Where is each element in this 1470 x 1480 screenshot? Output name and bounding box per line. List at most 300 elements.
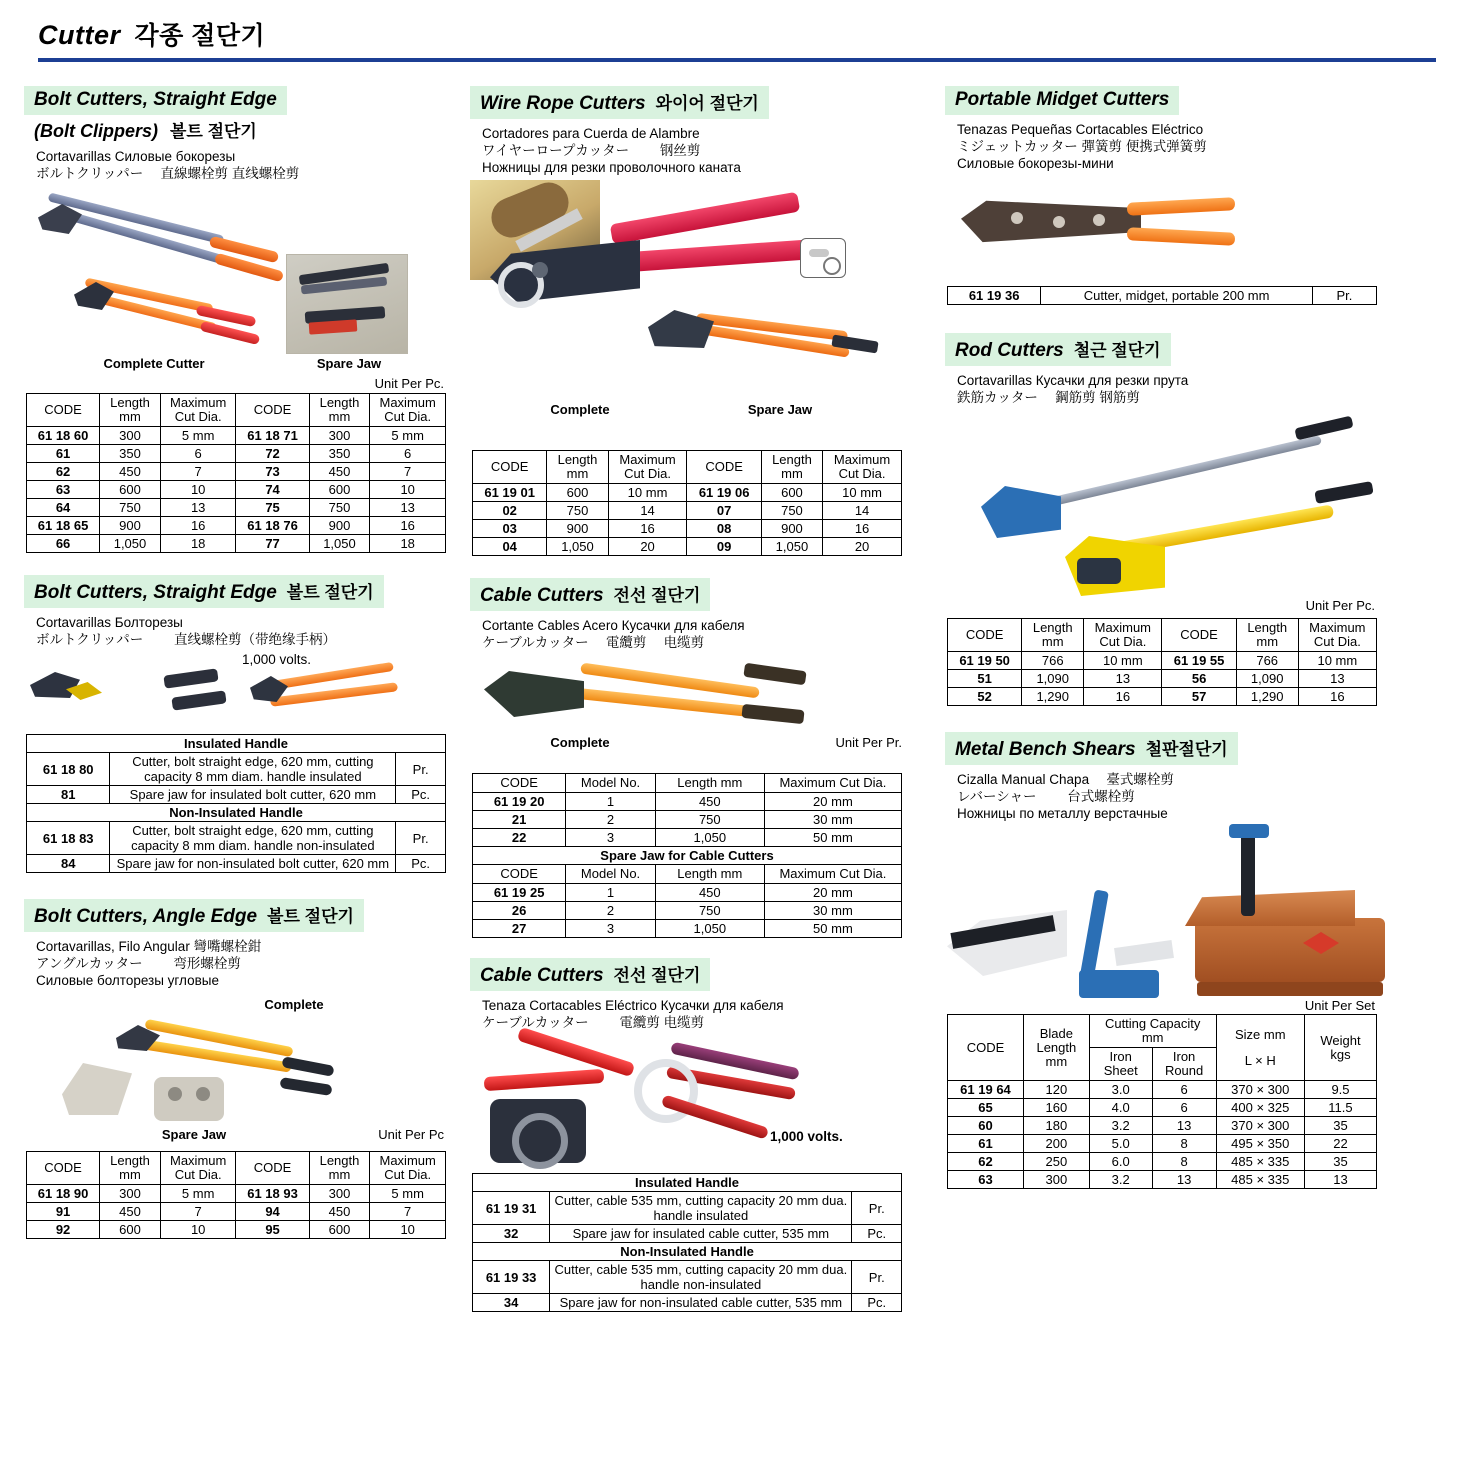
cell-cut: 18 [370,535,446,553]
table-row [27,499,446,517]
cell-length: 750 [547,502,608,520]
table-row [948,1153,1377,1171]
cell-code: 81 [27,786,110,804]
cell-code: 26 [473,902,566,920]
tool-head [484,671,584,717]
table-header-row [27,394,446,427]
unit-per-pc-bolt-angle: Unit Per Pc [378,1127,444,1142]
table-row [27,753,446,786]
cell-description: Spare jaw for insulated bolt cutter, 620 mm [110,786,396,804]
cell-code: 94 [236,1203,309,1221]
lang-line: Силовые бокорезы-мини [957,156,1114,171]
cell-length: 900 [309,517,370,535]
cell-code: 60 [948,1117,1024,1135]
th-code: CODE [473,774,566,793]
column-left [24,86,454,1239]
cell-code: 77 [236,535,309,553]
table-row [27,517,446,535]
group-insulated: Insulated Handle [473,1174,902,1192]
cell-code: 61 [948,1135,1024,1153]
cell-cut: 10 mm [1084,652,1162,670]
cell-length: 750 [100,499,161,517]
lang-line: Cortavarillas Болторезы [36,615,183,630]
cell-code: 61 19 06 [687,484,761,502]
cell-code: 61 18 93 [236,1185,309,1203]
cell-code: 32 [473,1225,550,1243]
table-group-header [27,735,446,753]
cell-unit: Pr. [852,1261,902,1294]
cell-blade: 200 [1023,1135,1089,1153]
cell-cut: 10 [370,1221,446,1239]
section-wire-rope-cutters [470,86,920,556]
cell-code: 34 [473,1294,550,1312]
title-en: Bolt Cutters, Straight Edge [34,582,277,603]
cell-length: 900 [100,517,161,535]
cell-code: 95 [236,1221,309,1239]
section-langs-bolt-angle [36,938,454,989]
table-row [473,829,902,847]
th-maxcut: Maximum Cut Dia. [1298,619,1376,652]
cell-length: 1,050 [100,535,161,553]
th-code: CODE [236,394,309,427]
table-row [473,484,902,502]
tool-grip-end [279,1077,332,1096]
cell-cut: 20 [608,538,687,556]
bolt-straight-sub-en: (Bolt Clippers) [34,121,158,141]
table-row [473,1192,902,1225]
bolt-cutter-illustration [24,186,454,376]
cell-code: 61 18 80 [27,753,110,786]
cell-unit: Pc. [852,1294,902,1312]
cell-description: Cutter, bolt straight edge, 620 mm, cutting capacity 8 mm diam. handle insulated [110,753,396,786]
cell-length: 300 [100,1185,161,1203]
cell-length: 450 [655,884,764,902]
title-en: Wire Rope Cutters [480,93,646,114]
th-maxcut: Maximum Cut Dia. [823,451,902,484]
cell-code: 63 [948,1171,1024,1189]
section-portable-midget-cutters [945,86,1440,305]
cell-weight: 9.5 [1304,1081,1376,1099]
cell-code: 64 [27,499,100,517]
table-group-header [27,804,446,822]
group-insulated: Insulated Handle [27,735,446,753]
cell-weight: 22 [1304,1135,1376,1153]
cell-code: 84 [27,855,110,873]
cell-length: 1,090 [1022,670,1084,688]
cell-code: 65 [948,1099,1024,1117]
table-row [473,811,902,829]
cell-code: 21 [473,811,566,829]
tool-handle [1229,824,1269,838]
th-code: CODE [948,1015,1024,1081]
cell-size: 400 × 325 [1216,1099,1304,1117]
table-header-row [473,774,902,793]
table-midget [947,286,1377,305]
table-row [473,502,902,520]
cell-length: 600 [761,484,822,502]
cell-code: 75 [236,499,309,517]
lang-line: ケーブルカッター 電纜剪 电缆剪 [482,635,705,650]
th-model: Model No. [566,865,656,884]
table-header-row [473,865,902,884]
cell-cut: 13 [1084,670,1162,688]
cell-cut: 20 mm [764,793,901,811]
lang-line: ボルトクリッパー 直線螺栓剪 直线螺栓剪 [36,166,300,181]
page-title [38,16,1438,52]
cell-length: 1,050 [547,538,608,556]
section-langs-midget [957,121,1440,172]
title-kr: 전선 절단기 [613,586,701,605]
title-kr: 철판절단기 [1145,740,1228,759]
section-langs-cable-cutters [482,617,920,651]
table-row [27,535,446,553]
cell-unit: Pc. [396,786,446,804]
th-maxcut: Maximum Cut Dia. [764,865,901,884]
cell-description: Cutter, cable 535 mm, cutting capacity 20 mm dua. handle non-insulated [550,1261,852,1294]
th-length: Length mm [309,1152,370,1185]
cell-weight: 35 [1304,1153,1376,1171]
cell-cut: 10 [160,481,236,499]
cell-weight: 11.5 [1304,1099,1376,1117]
cell-description: Spare jaw for non-insulated bolt cutter, 620 mm [110,855,396,873]
lang-line: レバーシャー 台式螺栓剪 [957,789,1135,804]
cell-blade: 120 [1023,1081,1089,1099]
title-en: Rod Cutters [955,340,1064,361]
cell-code: 08 [687,520,761,538]
handle-sleeve [163,668,218,688]
section-title-bolt-straight-ins [24,575,384,608]
table-cable-cutters-insulated [472,1173,902,1312]
cell-unit: Pr. [396,822,446,855]
cell-cut: 5 mm [160,1185,236,1203]
lang-line: Cizalla Manual Chapa 臺式螺栓剪 [957,772,1174,787]
tool-lever [1079,889,1109,982]
tool-body [1195,918,1385,982]
section-title-bolt-straight: Bolt Cutters, Straight Edge [24,86,287,115]
th-cutting-capacity: Cutting Capacity mm [1089,1015,1216,1048]
caption-complete: Complete [264,997,324,1012]
group-non-insulated: Non-Insulated Handle [27,804,446,822]
cell-size: 370 × 300 [1216,1117,1304,1135]
cell-length: 600 [309,481,370,499]
cell-iron-round: 6 [1152,1099,1216,1117]
table-row [473,793,902,811]
table-row [948,1099,1377,1117]
table-row [27,463,446,481]
bench-shears-illustration [945,824,1440,1014]
cell-length: 1,290 [1022,688,1084,706]
cell-length: 750 [761,502,822,520]
table-row [473,902,902,920]
th-maxcut: Maximum Cut Dia. [764,774,901,793]
cell-size: 495 × 350 [1216,1135,1304,1153]
cell-cut: 10 mm [823,484,902,502]
cell-cut: 7 [370,463,446,481]
title-kr: 볼트 절단기 [267,907,354,926]
table-row [27,427,446,445]
tool-blade [1114,940,1174,966]
cell-code: 22 [473,829,566,847]
cell-code: 61 19 36 [948,287,1041,305]
table-group-header [473,1174,902,1192]
cell-length: 766 [1022,652,1084,670]
cell-cut: 30 mm [764,902,901,920]
section-langs-bench-shears [957,771,1440,822]
cell-code: 92 [27,1221,100,1239]
caption-complete: Complete [550,402,610,417]
section-langs-bolt-straight [36,148,454,182]
cell-size: 370 × 300 [1216,1081,1304,1099]
cell-iron-round: 6 [1152,1081,1216,1099]
table-row [473,920,902,938]
tool-head [981,486,1061,538]
cell-length: 600 [309,1221,370,1239]
spare-jaw-photo [286,254,408,354]
table-header-row [473,451,902,484]
bolt-straight-sub-kr: 볼트 절단기 [170,122,257,141]
cell-unit: Pc. [852,1225,902,1243]
th-iron-sheet: Iron Sheet [1089,1048,1152,1081]
table-row [27,1185,446,1203]
cell-code: 27 [473,920,566,938]
cell-length: 300 [100,427,161,445]
th-code: CODE [1162,619,1236,652]
cell-iron-sheet: 3.2 [1089,1117,1152,1135]
cell-description: Cutter, bolt straight edge, 620 mm, cutting capacity 8 mm diam. handle non-insulated [110,822,396,855]
cell-code: 91 [27,1203,100,1221]
table-cable-cutters [472,773,902,938]
cell-length: 350 [100,445,161,463]
cell-length: 750 [655,811,764,829]
table-row [473,884,902,902]
table-row [948,1135,1377,1153]
cell-cut: 10 mm [1298,652,1376,670]
cable-cutter-illustration [470,653,920,773]
lang-line: Ножницы для резки проволочного каната [482,160,741,175]
cell-cut: 13 [370,499,446,517]
tool-grip [1018,435,1322,514]
cell-cut: 13 [160,499,236,517]
table-header-row [27,1152,446,1185]
lang-line: ボルトクリッパー 直线螺栓剪（带绝缘手柄） [36,632,336,647]
lang-line: ミジェットカッター 彈簧剪 便携式弹簧剪 [957,139,1207,154]
tool-grip [517,1027,635,1077]
lang-line: Cortante Cables Acero Кусачки для кабеля [482,618,745,633]
tool-grip-end [1314,481,1373,504]
table-row [27,822,446,855]
cell-weight: 13 [1304,1171,1376,1189]
lang-line: Cortavarillas, Filo Angular 彎嘴螺栓鉗 [36,939,262,954]
cell-cut: 16 [160,517,236,535]
th-size: Size mm L × H [1216,1015,1304,1081]
th-length: Length mm [761,451,822,484]
cell-model: 3 [566,920,656,938]
lang-line: Tenaza Cortacables Eléctrico Кусачки для кабеля [482,998,784,1013]
tool-body [961,198,1141,244]
th-model: Model No. [566,774,656,793]
cell-code: 51 [948,670,1022,688]
page-title-en: Cutter [38,20,121,50]
cell-blade: 180 [1023,1117,1089,1135]
cell-length: 300 [309,1185,370,1203]
cell-length: 600 [100,1221,161,1239]
lang-line: アングルカッター 弯形螺栓剪 [36,956,241,971]
cell-cut: 20 [823,538,902,556]
tool-rivet [532,262,548,278]
title-en: Metal Bench Shears [955,739,1136,760]
cell-cut: 50 mm [764,829,901,847]
cell-code: 72 [236,445,309,463]
cell-length: 750 [309,499,370,517]
lang-line: Cortavarillas Кусачки для резки прута [957,373,1189,388]
info-icon [800,238,846,278]
page-title-kr: 각종 절단기 [134,22,266,50]
cell-code: 73 [236,463,309,481]
cell-code: 56 [1162,670,1236,688]
th-maxcut: Maximum Cut Dia. [1084,619,1162,652]
section-title-bench-shears [945,732,1238,765]
cell-model: 2 [566,902,656,920]
cell-code: 07 [687,502,761,520]
tool-base [1079,970,1159,998]
caption-complete-cutter: Complete Cutter [103,356,205,371]
section-langs-cable-cutters-2 [482,997,920,1031]
cell-cut: 13 [1298,670,1376,688]
table-row [27,445,446,463]
unit-per-pc-bolt-straight: Unit Per Pc. [374,376,444,391]
cell-cut: 10 [370,481,446,499]
cell-cut: 18 [160,535,236,553]
cell-weight: 35 [1304,1117,1376,1135]
cell-cut: 16 [370,517,446,535]
table-group-header [473,1243,902,1261]
th-code: CODE [687,451,761,484]
tool-jaw [1077,558,1121,584]
cell-code: 61 18 65 [27,517,100,535]
title-kr: 볼트 절단기 [286,583,374,602]
caption-spare-jaw: Spare Jaw [161,1127,227,1142]
cell-cut: 5 mm [370,1185,446,1203]
th-code: CODE [948,619,1022,652]
th-maxcut: Maximum Cut Dia. [160,394,236,427]
cell-description: Cutter, cable 535 mm, cutting capacity 20 mm dua. handle insulated [550,1192,852,1225]
th-length: Length mm [100,394,161,427]
cell-cut: 5 mm [370,427,446,445]
tool-grip [610,192,801,245]
cell-code: 02 [473,502,547,520]
cell-length: 450 [309,1203,370,1221]
lang-line: Tenazas Pequeñas Cortacables Eléctrico [957,122,1204,137]
cell-cut: 7 [160,1203,236,1221]
cell-code: 61 19 50 [948,652,1022,670]
section-langs-bolt-straight-ins [36,614,454,648]
cell-code: 61 19 25 [473,884,566,902]
cell-code: 61 19 31 [473,1192,550,1225]
cell-cut: 30 mm [764,811,901,829]
table-row [948,1171,1377,1189]
table-row [27,1221,446,1239]
tool-base [1197,982,1383,996]
tool-lever [1241,832,1255,916]
section-title-wire-rope [470,86,769,119]
insulated-cable-cutter-illustration [470,1033,920,1173]
column-middle [470,86,920,1312]
tool-base [62,1063,132,1115]
th-maxcut: Maximum Cut Dia. [370,1152,446,1185]
cell-length: 1,050 [655,920,764,938]
cell-cut: 10 [160,1221,236,1239]
section-langs-wire-rope [482,125,920,176]
th-length: Length mm [655,774,764,793]
cell-iron-sheet: 3.0 [1089,1081,1152,1099]
section-bolt-cutters-straight [24,86,454,553]
cell-iron-round: 8 [1152,1135,1216,1153]
cell-code: 09 [687,538,761,556]
section-subtitle-bolt-straight [24,117,454,142]
midget-cutter-illustration [945,176,1440,286]
cell-description: Spare jaw for non-insulated cable cutter, 535 mm [550,1294,852,1312]
cell-description: Cutter, midget, portable 200 mm [1041,287,1313,305]
th-length: Length mm [100,1152,161,1185]
spare-jaw-part [154,1077,224,1121]
cell-code: 61 19 20 [473,793,566,811]
cell-cut: 16 [608,520,687,538]
cell-cut: 7 [370,1203,446,1221]
cell-length: 600 [100,481,161,499]
section-title-cable-cutters-2 [470,958,710,991]
cell-length: 750 [655,902,764,920]
tool-grip [1127,227,1236,246]
title-kr: 와이어 절단기 [655,94,759,113]
table-row [27,1203,446,1221]
title-en: Cable Cutters [480,965,604,986]
tool-grip [484,1069,605,1091]
cell-size: 485 × 335 [1216,1153,1304,1171]
th-length: Length mm [547,451,608,484]
th-code: CODE [27,1152,100,1185]
th-length: Length mm [1022,619,1084,652]
cell-code: 61 19 33 [473,1261,550,1294]
cell-length: 1,050 [655,829,764,847]
section-langs-rod [957,372,1440,406]
cell-code: 61 18 60 [27,427,100,445]
cell-unit: Pr. [852,1192,902,1225]
lang-line: Cortavarillas Силовые бокорезы [36,149,236,164]
cell-unit: Pc. [396,855,446,873]
column-right [945,86,1440,1189]
cell-cut: 14 [823,502,902,520]
wire-rope-cutter-illustration [470,180,920,450]
table-group-header [473,847,902,865]
cell-iron-round: 8 [1152,1153,1216,1171]
lang-line: 鉄筋カッター 鋼筋剪 钢筋剪 [957,390,1140,405]
cell-iron-round: 13 [1152,1171,1216,1189]
cell-length: 900 [547,520,608,538]
caption-complete: Complete [550,735,610,750]
table-row [27,786,446,804]
caption-spare-jaw: Spare Jaw [747,402,813,417]
cell-unit: Pr. [396,753,446,786]
cell-length: 450 [100,1203,161,1221]
section-title-cable-cutters [470,578,710,611]
th-code: CODE [473,865,566,884]
cell-cut: 20 mm [764,884,901,902]
lang-line: Ножницы по металлу верстачные [957,806,1168,821]
cell-iron-round: 13 [1152,1117,1216,1135]
cell-cut: 10 mm [608,484,687,502]
tool-head [490,1099,586,1163]
cell-unit: Pr. [1312,287,1376,305]
